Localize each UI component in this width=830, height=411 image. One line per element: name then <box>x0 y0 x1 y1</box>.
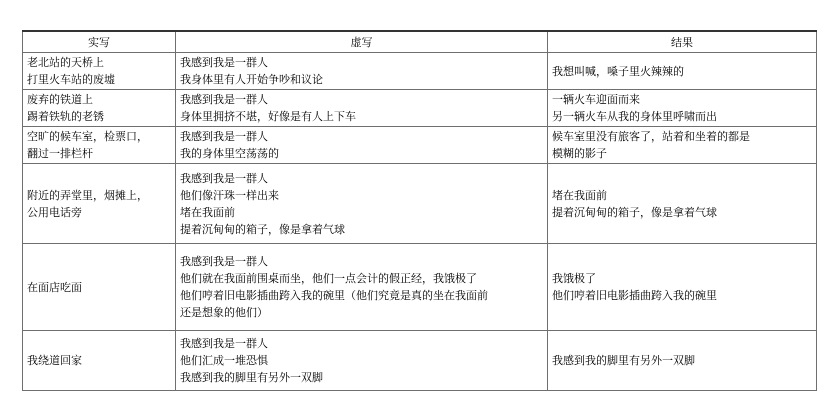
cell-line: 我想叫喊，嗓子里火辣辣的 <box>552 64 684 78</box>
cell-line: 我感到我是一群人 <box>180 255 268 268</box>
cell-real <box>23 127 176 164</box>
table-row <box>23 244 817 331</box>
comparison-table <box>22 30 817 391</box>
cell-real <box>23 244 176 331</box>
cell-line: 我感到我是一群人 <box>180 171 268 185</box>
cell-line: 另一辆火车从我的身体里呼啸而出 <box>552 110 717 123</box>
table-row <box>23 164 817 244</box>
cell-virtual <box>176 244 548 331</box>
cell-virtual <box>176 164 548 244</box>
table-row <box>23 90 817 127</box>
table-row <box>23 53 817 90</box>
cell-real <box>23 331 176 391</box>
cell-line: 堵在我面前 <box>552 188 607 202</box>
cell-result <box>548 331 817 391</box>
cell-result <box>548 164 817 244</box>
cell-line: 在面店吃面 <box>27 280 82 294</box>
cell-result <box>548 53 817 90</box>
cell-virtual <box>176 331 548 391</box>
cell-line: 踢着铁轨的老锈 <box>27 110 104 123</box>
table-row <box>23 127 817 164</box>
cell-line: 我感到我是一群人 <box>180 93 268 106</box>
cell-real <box>23 53 176 90</box>
cell-line: 翻过一排栏杆 <box>27 147 93 160</box>
cell-virtual <box>176 127 548 164</box>
cell-line: 我感到我是一群人 <box>180 337 268 350</box>
cell-line: 打里火车站的废墟 <box>27 73 115 86</box>
table-body <box>23 53 817 391</box>
header-result: 结果 <box>548 31 817 53</box>
cell-line: 他们哼着旧电影插曲跨入我的碗里（他们究竟是真的坐在我面前 <box>180 289 488 302</box>
cell-line: 我感到我的脚里有另外一双脚 <box>552 354 695 367</box>
cell-line: 还是想象的他们） <box>180 306 268 319</box>
cell-line: 老北站的天桥上 <box>27 56 104 69</box>
cell-virtual <box>176 90 548 127</box>
cell-result <box>548 244 817 331</box>
cell-line: 我身体里有人开始争吵和议论 <box>180 73 323 86</box>
cell-result <box>548 127 817 164</box>
cell-line: 他们就在我面前围桌而坐，他们一点会计的假正经，我饿极了 <box>180 272 477 285</box>
cell-real <box>23 164 176 244</box>
cell-line: 他们哼着旧电影插曲跨入我的碗里 <box>552 289 717 302</box>
cell-line: 废弃的铁道上 <box>27 93 93 106</box>
header-virtual: 虚写 <box>176 31 548 53</box>
cell-line: 公用电话旁 <box>27 205 82 219</box>
cell-line: 我绕道回家 <box>27 354 82 367</box>
cell-line: 身体里拥挤不堪，好像是有人上下车 <box>180 110 356 123</box>
header-real: 实写 <box>23 31 176 53</box>
cell-line: 一辆火车迎面而来 <box>552 93 640 106</box>
cell-line: 空旷的候车室，检票口， <box>27 130 148 143</box>
cell-line: 我感到我是一群人 <box>180 130 268 143</box>
table-row <box>23 331 817 391</box>
cell-line: 我饿极了 <box>552 272 596 285</box>
cell-line: 我的身体里空荡荡的 <box>180 147 279 160</box>
cell-line: 他们像汗珠一样出来 <box>180 188 279 202</box>
cell-line: 堵在我面前 <box>180 205 235 219</box>
cell-line: 我感到我的脚里有另外一双脚 <box>180 371 323 384</box>
cell-virtual <box>176 53 548 90</box>
cell-line: 提着沉甸甸的箱子，像是拿着气球 <box>552 205 717 219</box>
cell-line: 候车室里没有旅客了，站着和坐着的都是 <box>552 130 750 143</box>
cell-line: 提着沉甸甸的箱子，像是拿着气球 <box>180 222 345 236</box>
header-row <box>23 31 817 53</box>
cell-line: 我感到我是一群人 <box>180 56 268 69</box>
cell-line: 附近的弄堂里，烟摊上， <box>27 188 148 202</box>
cell-real <box>23 90 176 127</box>
cell-line: 模糊的影子 <box>552 147 607 160</box>
cell-line: 他们汇成一堆恐惧 <box>180 354 268 367</box>
cell-result <box>548 90 817 127</box>
